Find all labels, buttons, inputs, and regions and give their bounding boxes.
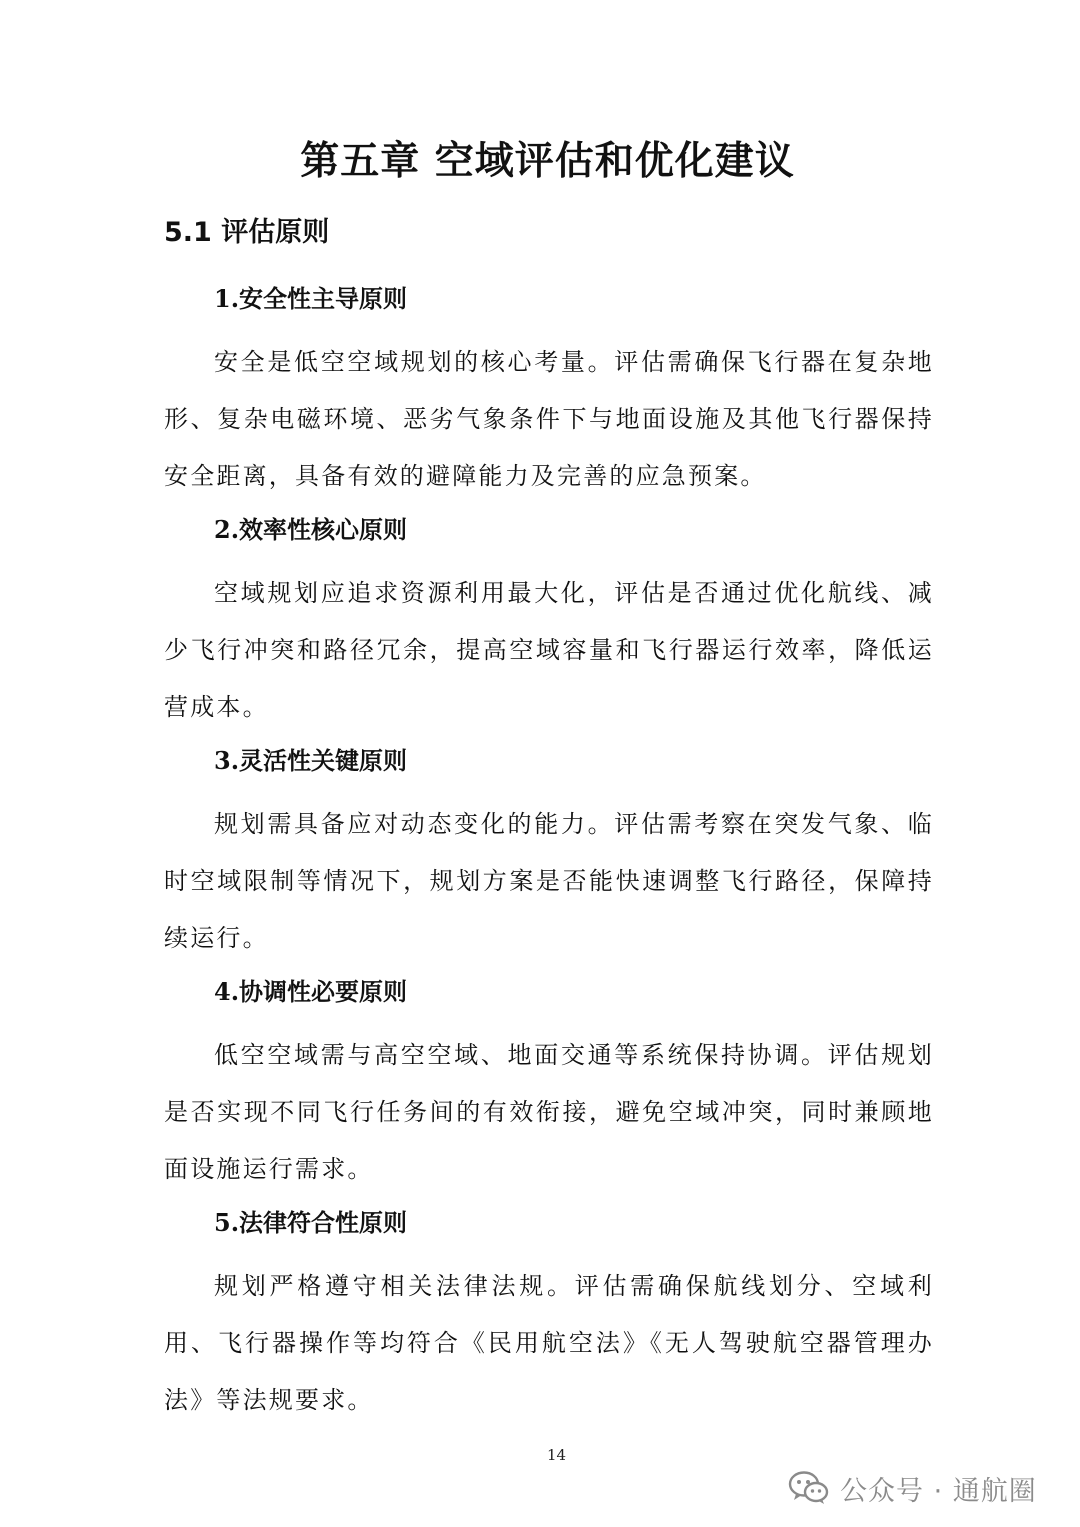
principle-heading: 3.灵活性关键原则 xyxy=(214,746,408,775)
watermark xyxy=(788,1466,1037,1510)
principle-heading: 2.效率性核心原则 xyxy=(214,515,408,544)
wechat-icon xyxy=(788,1470,830,1506)
principle-heading: 1.安全性主导原则 xyxy=(214,284,408,313)
principle-2 xyxy=(164,511,934,736)
principle-body: 低空空域需与高空空域、地面交通等系统保持协调。评估规划是否实现不同飞行任务间的有效衔接，避免空域冲突，同时兼顾地面设施运行需求。 xyxy=(164,1041,934,1183)
page-number: 14 xyxy=(546,1446,567,1464)
principle-1 xyxy=(164,280,934,505)
principle-heading: 5.法律符合性原则 xyxy=(214,1208,408,1237)
chapter-title: 第五章 空域评估和优化建议 xyxy=(300,139,795,184)
watermark-text: 公众号 · 通航圈 xyxy=(840,1475,1037,1507)
principle-body: 规划严格遵守相关法律法规。评估需确保航线划分、空域利用、飞行器操作等均符合《民用航空法》《无人驾驶航空器管理办法》等法规要求。 xyxy=(164,1272,934,1414)
principle-heading: 4.协调性必要原则 xyxy=(214,977,408,1006)
principle-3 xyxy=(164,742,934,967)
principle-4 xyxy=(164,973,934,1198)
principle-body: 空域规划应追求资源利用最大化，评估是否通过优化航线、减少飞行冲突和路径冗余，提高空域容量和飞行器运行效率，降低运营成本。 xyxy=(164,579,934,721)
section-title: 5.1 评估原则 xyxy=(164,217,330,248)
principles-list xyxy=(164,280,934,1429)
principle-5 xyxy=(164,1204,934,1429)
principle-body: 安全是低空空域规划的核心考量。评估需确保飞行器在复杂地形、复杂电磁环境、恶劣气象条件下与地面设施及其他飞行器保持安全距离，具备有效的避障能力及完善的应急预案。 xyxy=(164,348,934,490)
principle-body: 规划需具备应对动态变化的能力。评估需考察在突发气象、临时空域限制等情况下，规划方案是否能快速调整飞行路径，保障持续运行。 xyxy=(164,810,934,952)
